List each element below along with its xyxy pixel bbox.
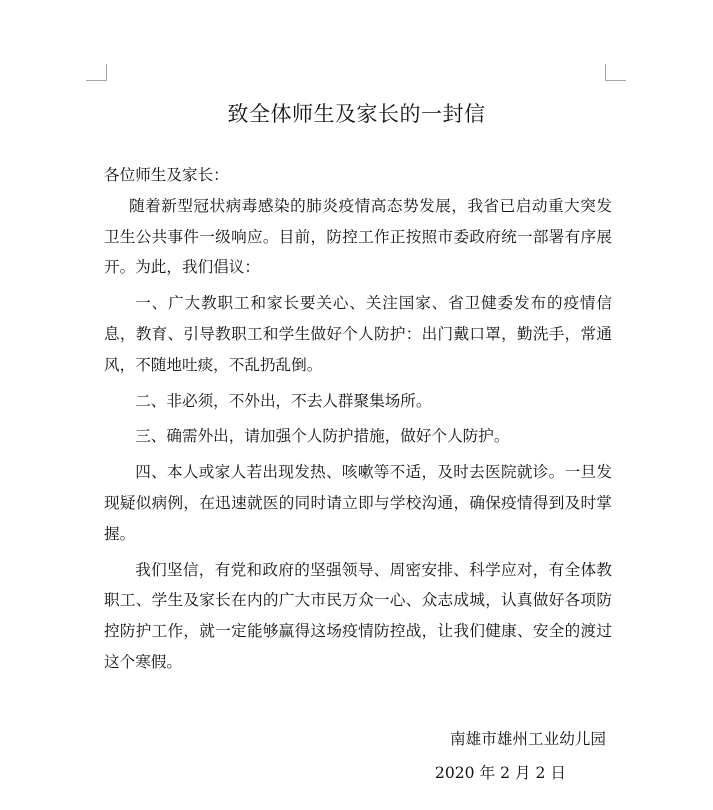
signature-organization: 南雄市雄州工业幼儿园 [450,730,606,748]
letter-body [104,160,612,678]
crop-mark-top-right [605,64,626,81]
paragraph-intro: 随着新型冠状病毒感染的肺炎疫情高态势发展，我省已启动重大突发卫生公共事件一级响应。目前，防控工作正按照市委政府统一部署有序展开。为此，我们倡议： [104,196,612,277]
paragraph-item-1: 一、广大教职工和家长要关心、关注国家、省卫健委发布的疫情信息，教育、引导教职工和学生做好个人防护：出门戴口罩，勤洗手，常通风，不随地吐痰，不乱扔乱倒。 [104,294,612,374]
letter-title: 致全体师生及家长的一封信 [227,102,486,126]
crop-mark-top-left [86,64,107,81]
signature-block [300,722,606,790]
salutation: 各位师生及家长： [104,166,229,184]
signature-date: 2020 年 2 月 2 日 [434,764,566,782]
paragraph-item-4: 四、本人或家人若出现发热、咳嗽等不适，及时去医院就诊。一旦发现疑似病例，在迅速就医的同时请立即与学校沟通，确保疫情得到及时掌握。 [104,463,612,543]
paragraph-item-2: 二、非必须，不外出，不去人群聚集场所。 [135,391,432,410]
paragraph-item-3: 三、确需外出，请加强个人防护措施，做好个人防护。 [135,427,510,446]
paragraph-closing: 我们坚信，有党和政府的坚强领导、周密安排、科学应对，有全体教职工、学生及家长在内的广大市民万众一心、众志成城，认真做好各项防控防护工作，就一定能够赢得这场疫情防控战，让我们健康、安全的渡过这个寒假。 [104,560,612,671]
